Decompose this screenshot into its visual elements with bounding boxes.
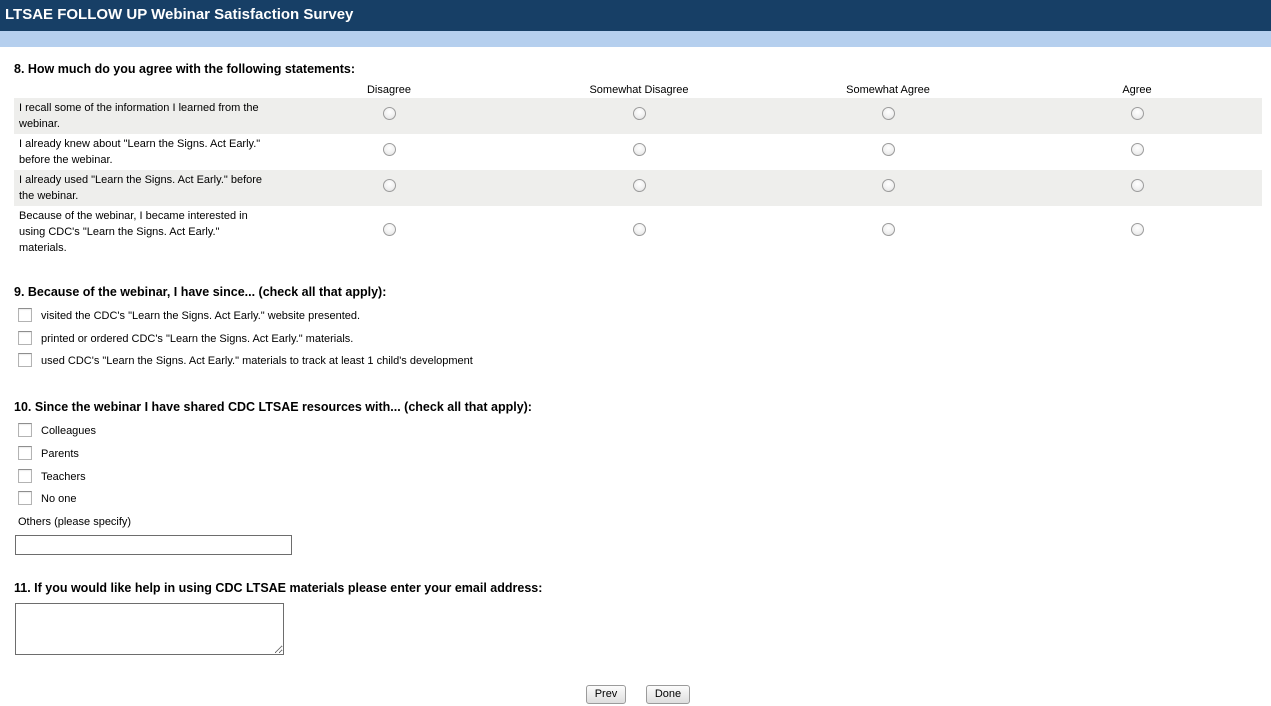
checkbox[interactable] [18, 491, 32, 505]
radio-used-disagree[interactable] [383, 179, 396, 192]
radio-interested-somewhat-agree[interactable] [882, 223, 895, 236]
option-label: No one [41, 493, 77, 505]
radio-recall-somewhat-agree[interactable] [882, 107, 895, 120]
radio-interested-somewhat-disagree[interactable] [633, 223, 646, 236]
question-10-title: 10. Since the webinar I have shared CDC LTSAE resources with... (check all that apply): [14, 400, 532, 414]
radio-knew-disagree[interactable] [383, 143, 396, 156]
radio-used-somewhat-agree[interactable] [882, 179, 895, 192]
matrix-row-became-interested [14, 206, 1262, 258]
option-label: Parents [41, 448, 79, 460]
radio-used-agree[interactable] [1131, 179, 1144, 192]
statement-text: I already knew about "Learn the Signs. Act Early." before the webinar. [19, 138, 261, 166]
radio-knew-somewhat-disagree[interactable] [633, 143, 646, 156]
radio-recall-somewhat-disagree[interactable] [633, 107, 646, 120]
matrix-row-already-knew [14, 134, 1262, 170]
column-header-somewhat-agree: Somewhat Agree [846, 84, 930, 96]
radio-interested-disagree[interactable] [383, 223, 396, 236]
done-button[interactable]: Done [646, 685, 690, 704]
statement-text: I recall some of the information I learned from the webinar. [19, 102, 259, 130]
radio-recall-agree[interactable] [1131, 107, 1144, 120]
statement-text: Because of the webinar, I became interested in using CDC's "Learn the Signs. Act Early." materials. [19, 210, 248, 254]
option-label: Teachers [41, 471, 86, 483]
prev-button[interactable]: Prev [586, 685, 626, 704]
option-label: visited the CDC's "Learn the Signs. Act Early." website presented. [41, 310, 361, 322]
column-header-agree: Agree [1122, 84, 1152, 96]
others-specify-label: Others (please specify) [18, 516, 132, 528]
option-label: used CDC's "Learn the Signs. Act Early." materials to track at least 1 child's development [41, 355, 473, 367]
radio-recall-disagree[interactable] [383, 107, 396, 120]
option-label: Colleagues [41, 425, 97, 437]
matrix-row-already-used [14, 170, 1262, 206]
radio-interested-agree[interactable] [1131, 223, 1144, 236]
others-specify-input[interactable] [15, 535, 292, 555]
option-label: printed or ordered CDC's "Learn the Signs. Act Early." materials. [41, 333, 354, 345]
question-9-title: 9. Because of the webinar, I have since... (check all that apply): [14, 285, 387, 299]
checkbox[interactable] [18, 331, 32, 345]
survey-title: LTSAE FOLLOW UP Webinar Satisfaction Survey [5, 6, 354, 23]
survey-title-bar [0, 0, 1271, 31]
radio-used-somewhat-disagree[interactable] [633, 179, 646, 192]
statement-text: I already used "Learn the Signs. Act Early." before the webinar. [19, 174, 263, 202]
question-8-title: 8. How much do you agree with the following statements: [14, 62, 356, 76]
matrix-row-recall [14, 98, 1262, 134]
checkbox[interactable] [18, 469, 32, 483]
header-accent-bar [0, 31, 1271, 47]
radio-knew-somewhat-agree[interactable] [882, 143, 895, 156]
column-header-somewhat-disagree: Somewhat Disagree [589, 84, 689, 96]
radio-knew-agree[interactable] [1131, 143, 1144, 156]
question-11-title: 11. If you would like help in using CDC LTSAE materials please enter your email address: [14, 581, 543, 595]
checkbox[interactable] [18, 308, 32, 322]
email-address-textarea[interactable] [15, 603, 284, 655]
checkbox[interactable] [18, 353, 32, 367]
column-header-disagree: Disagree [366, 84, 412, 96]
checkbox[interactable] [18, 423, 32, 437]
checkbox[interactable] [18, 446, 32, 460]
